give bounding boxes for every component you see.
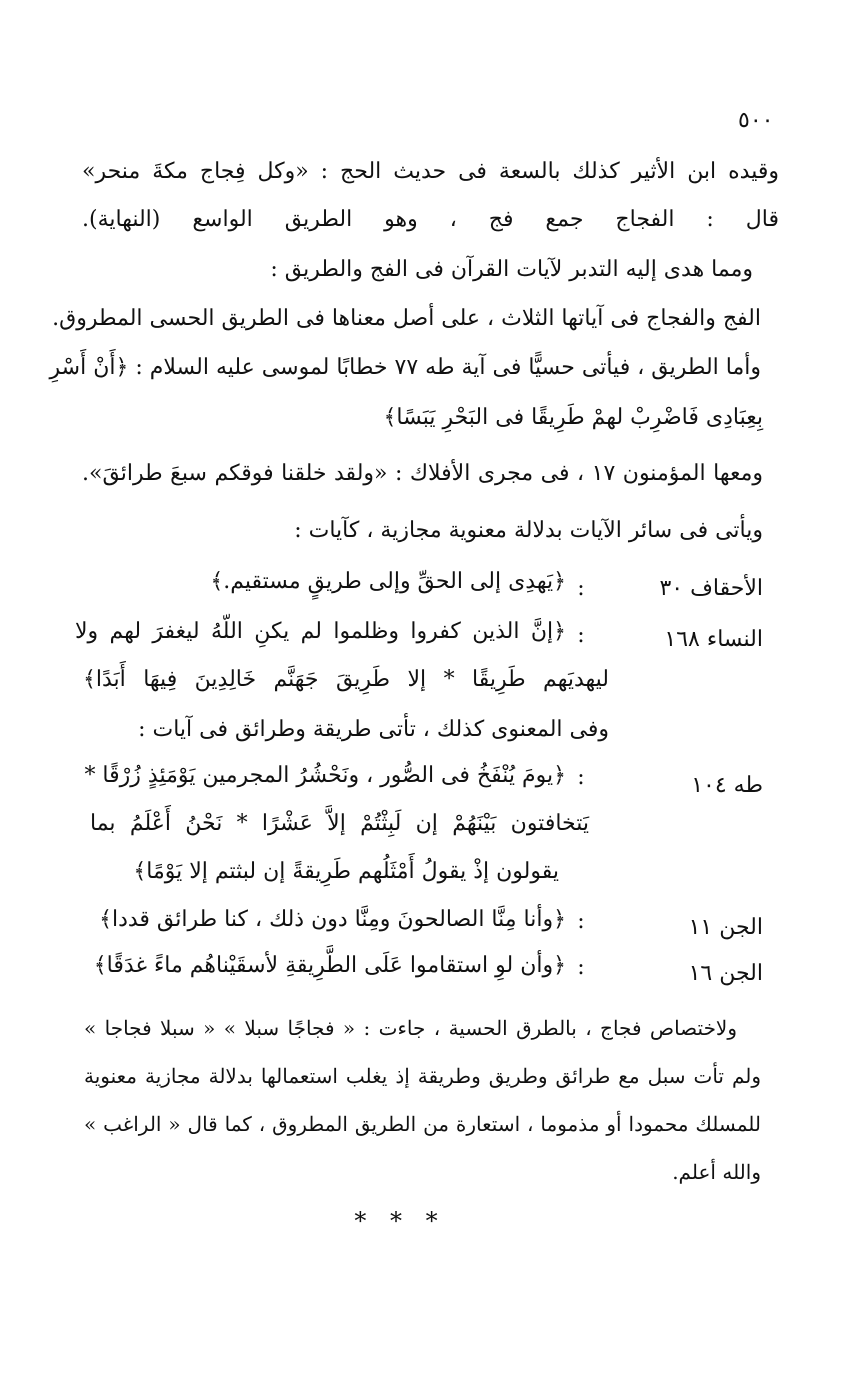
verse-colon: :	[577, 576, 585, 601]
verse-text-line: ﴿وأنا مِنَّا الصالحونَ ومِنَّا دون ذلك ، كنا طرائق قددا﴾	[99, 907, 566, 932]
verse-colon: :	[577, 623, 585, 648]
intro-line-1: وقيده ابن الأثير كذلك بالسعة فى حديث الحج : «وكل فِجاج مكةَ منحر»	[82, 159, 779, 184]
verse-text-line: يَتخافتون بَيْنَهُمْ إن لَبِثْتُمْ إلاَّ عَشْرًا * نَحْنُ أَعْلَمُ بما	[90, 811, 589, 836]
verse-ref: طه ١٠٤	[691, 773, 763, 798]
middle-line: وفى المعنوى كذلك ، تأتى طريقة وطرائق فى آيات :	[138, 717, 609, 742]
intro-line-5: وأما الطريق ، فيأتى حسيًّا فى آية طه ٧٧ خطابًا لموسى عليه السلام : ﴿أَنْ أَسْرِ	[49, 355, 761, 380]
page-number: ٥٠٠	[738, 108, 774, 133]
verse-colon: :	[577, 765, 585, 790]
intro-line-4: الفج والفجاج فى آياتها الثلاث ، على أصل معناها فى الطريق الحسى المطروق.	[52, 306, 761, 331]
closing-line-3: للمسلك محمودا أو مذموما ، استعارة من الطريق المطروق ، كما قال « الراغب »	[84, 1112, 761, 1136]
intro-line-7: ومعها المؤمنون ١٧ ، فى مجرى الأفلاك : «ولقد خلقنا فوقكم سبعَ طرائقَ».	[82, 461, 763, 486]
verse-text-line: ليهديَهم طَرِيقًا * إلا طَرِيقَ جَهَنَّم خَالِدِينَ فِيهَا أَبَدًا﴾	[83, 667, 609, 692]
verse-text-line: ﴿إنَّ الذين كفروا وظلموا لم يكنِ اللّهُ ليغفرَ لهم ولا	[75, 619, 566, 644]
intro-line-3: ومما هدى إليه التدبر لآيات القرآن فى الفج والطريق :	[270, 257, 753, 282]
closing-line-1: ولاختصاص فجاج ، بالطرق الحسية ، جاءت : « فجاجًا سبلا » « سبلا فجاجا »	[84, 1016, 737, 1040]
section-separator: * * *	[354, 1207, 446, 1235]
intro-line-6: بِعِبَادِى فَاضْرِبْ لهمْ طَرِيقًا فى البَحْرِ يَبَسًا﴾	[383, 405, 763, 430]
verse-ref: الجن ١١	[688, 915, 763, 940]
verse-text-line: ﴿يومَ يُنْفَخُ فى الصُّور ، ونَحْشُرُ المجرمين يَوْمَئِذٍ زُرْقًا *	[84, 763, 566, 788]
closing-line-2: ولم تأت سبل مع طرائق وطريق وطريقة إذ يغلب استعمالها بدلالة مجازية معنوية	[84, 1064, 761, 1088]
verse-colon: :	[577, 955, 585, 980]
verse-ref: النساء ١٦٨	[664, 627, 763, 652]
verse-ref: الجن ١٦	[688, 961, 763, 986]
intro-line-2: قال : الفجاج جمع فج ، وهو الطريق الواسع (النهاية).	[82, 207, 779, 232]
verse-text-line: ﴿وأن لوِ استقاموا عَلَى الطَّرِيقةِ لأسقَيْناهُم ماءً غدَقًا﴾	[93, 953, 566, 978]
intro-line-8: ويأتى فى سائر الآيات بدلالة معنوية مجازية ، كآيات :	[294, 518, 763, 543]
verse-ref: الأحقاف ٣٠	[659, 576, 763, 601]
verse-text-line: ﴿يَهدِى إلى الحقِّ وإلى طريقٍ مستقيم.﴾	[210, 569, 566, 594]
verse-colon: :	[577, 909, 585, 934]
closing-line-4: والله أعلم.	[672, 1160, 761, 1184]
verse-text-line: يقولون إذْ يقولُ أَمْثَلُهم طَرِيقةً إن لبثتم إلا يَوْمًا﴾	[133, 859, 559, 884]
